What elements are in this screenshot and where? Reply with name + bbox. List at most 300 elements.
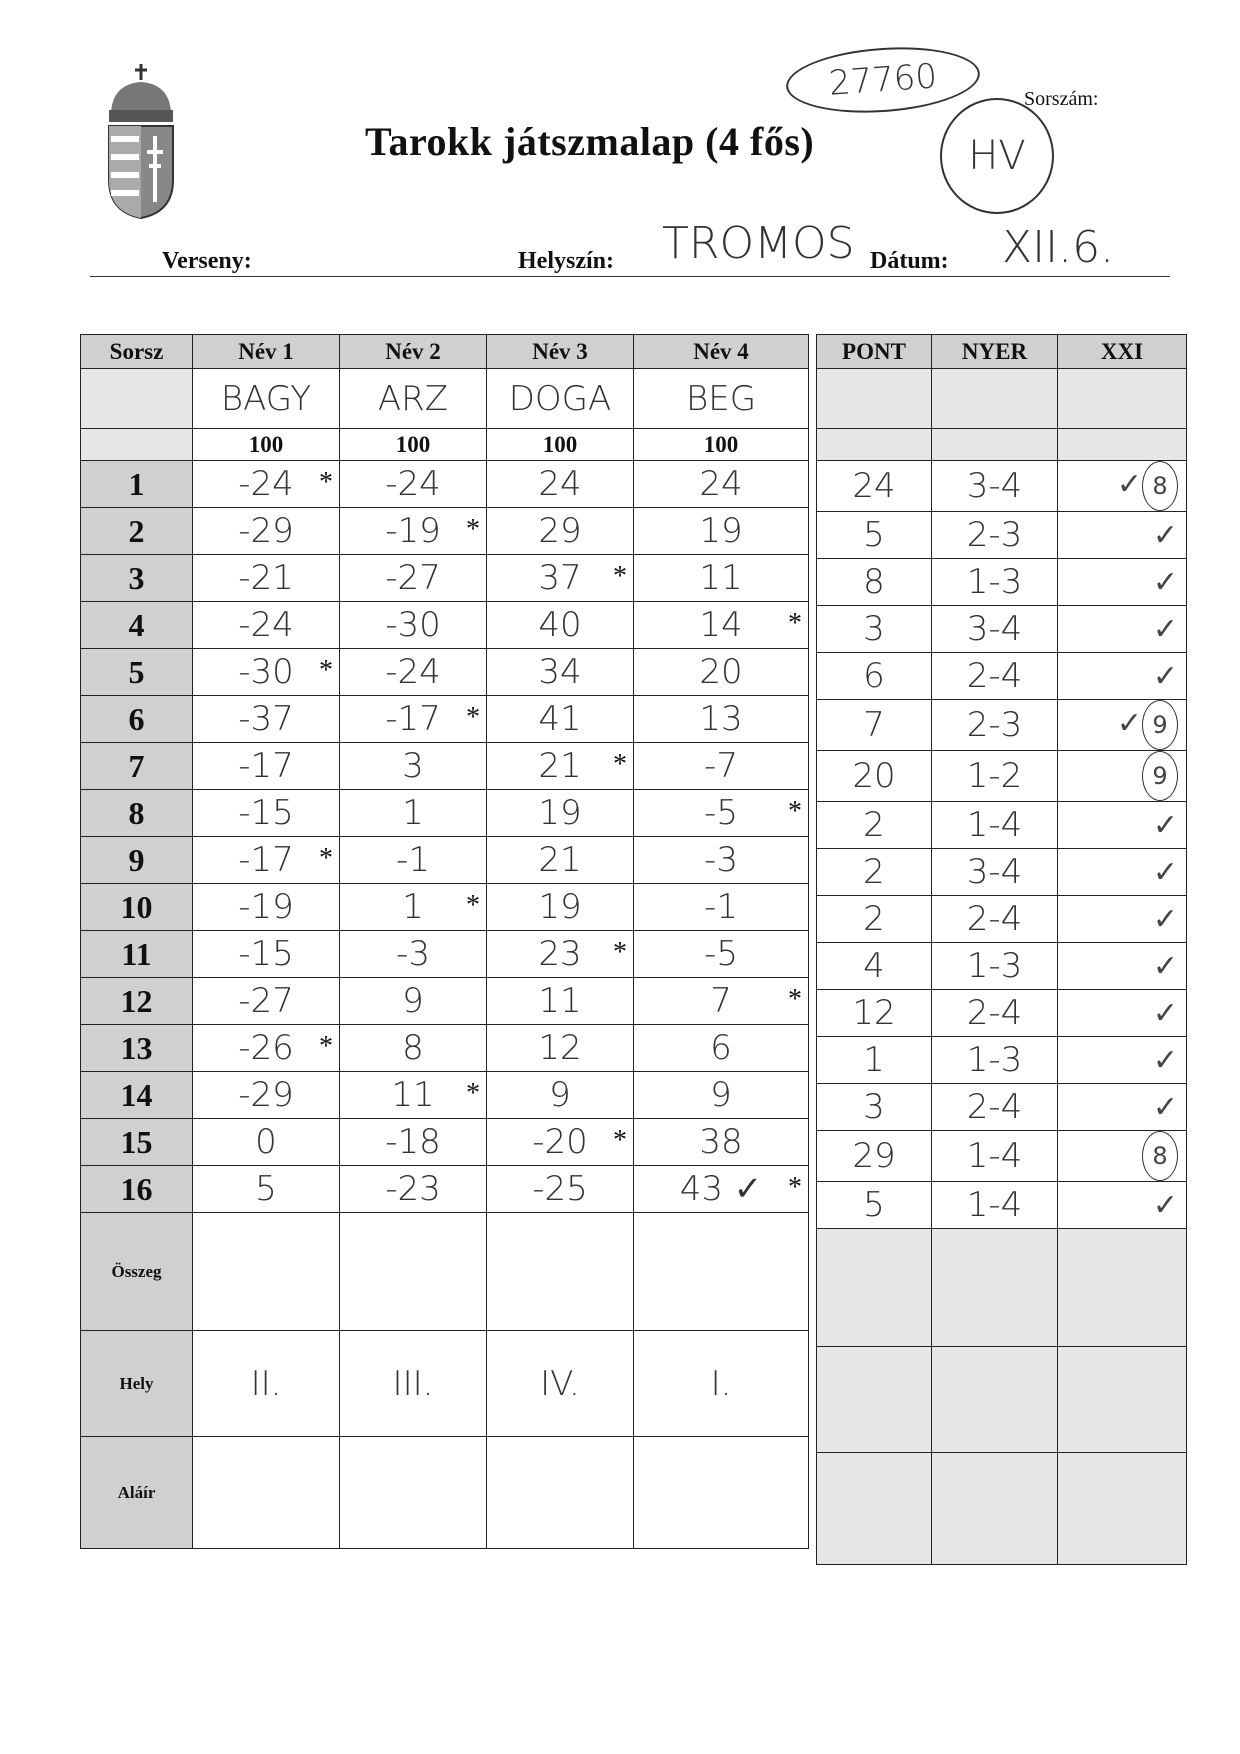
score-cell (193, 743, 340, 790)
score-value: 11 (391, 1075, 435, 1115)
place-value: II. (193, 1331, 340, 1437)
start-score-4: 100 (634, 429, 809, 461)
score-value: 20 (699, 652, 743, 692)
declarer-star: * (466, 1078, 480, 1109)
nyer-value: 2-4 (932, 1084, 1058, 1131)
score-cell (193, 1119, 340, 1166)
start-score-1: 100 (193, 429, 340, 461)
score-value: 19 (538, 793, 582, 833)
check-mark: ✓ (1116, 706, 1142, 741)
col-pont: PONT (817, 335, 932, 369)
start-score-row (81, 429, 809, 461)
check-mark: ✓ (1152, 611, 1178, 647)
score-value: -5 (704, 793, 738, 833)
col-name-1: Név 1 (193, 335, 340, 369)
score-value: -24 (385, 464, 441, 504)
score-cell (193, 1072, 340, 1119)
score-value: 24 (699, 464, 743, 504)
score-value: -17 (385, 699, 441, 739)
pont-value: 24 (817, 461, 932, 512)
pont-value: 12 (817, 990, 932, 1037)
round-row (81, 1166, 809, 1213)
player-2-name: ARZ (340, 369, 487, 429)
score-cell (193, 1166, 340, 1213)
circled-count: 8 (1142, 461, 1178, 511)
score-value: 0 (255, 1122, 277, 1162)
score-value: 6 (710, 1028, 732, 1068)
pont-value: 5 (817, 512, 932, 559)
score-cell (340, 649, 487, 696)
round-row (81, 461, 809, 508)
place-value: III. (340, 1331, 487, 1437)
score-cell (340, 508, 487, 555)
pont-value: 3 (817, 606, 932, 653)
score-value: 34 (538, 652, 582, 692)
round-number: 12 (81, 978, 193, 1025)
score-cell (340, 884, 487, 931)
score-cell (634, 884, 809, 931)
col-name-4: Név 4 (634, 335, 809, 369)
score-cell (193, 461, 340, 508)
score-cell (634, 837, 809, 884)
pont-value: 20 (817, 751, 932, 802)
score-value: 19 (699, 511, 743, 551)
score-value: 11 (699, 558, 743, 598)
osszeg-row-cell (340, 1213, 487, 1331)
hungarian-coat-of-arms-icon (105, 62, 177, 220)
xxi-cell (1058, 990, 1187, 1037)
blank-cell (1058, 1347, 1187, 1453)
score-value: 7 (710, 981, 732, 1021)
declarer-star: * (466, 890, 480, 921)
score-cell (487, 837, 634, 884)
score-cell (634, 508, 809, 555)
nyer-value: 3-4 (932, 849, 1058, 896)
score-cell (487, 790, 634, 837)
round-number: 15 (81, 1119, 193, 1166)
xxi-cell (1058, 802, 1187, 849)
score-value: -26 (238, 1028, 294, 1068)
score-value: 12 (538, 1028, 582, 1068)
score-value: -15 (238, 934, 294, 974)
score-value: -18 (385, 1122, 441, 1162)
round-number: 7 (81, 743, 193, 790)
place-value: I. (634, 1331, 809, 1437)
blank-cell (817, 1347, 932, 1453)
round-number: 13 (81, 1025, 193, 1072)
declarer-star: * (613, 937, 627, 968)
blank-cell (932, 1347, 1058, 1453)
check-mark: ✓ (1152, 564, 1178, 600)
check-mark: ✓ (1152, 1089, 1178, 1125)
declarer-star: * (466, 702, 480, 733)
declarer-star: * (319, 655, 333, 686)
score-value: -1 (396, 840, 430, 880)
col-name-2: Név 2 (340, 335, 487, 369)
score-cell (487, 931, 634, 978)
score-value: 9 (402, 981, 424, 1021)
table-code: HV (940, 98, 1054, 214)
round-number: 16 (81, 1166, 193, 1213)
xxi-cell (1058, 1037, 1187, 1084)
pont-value: 4 (817, 943, 932, 990)
check-mark: ✓ (1152, 658, 1178, 694)
start-score-2: 100 (340, 429, 487, 461)
col-nyer: NYER (932, 335, 1058, 369)
score-cell (340, 790, 487, 837)
score-value: -29 (238, 1075, 294, 1115)
score-cell (340, 555, 487, 602)
declarer-star: * (613, 561, 627, 592)
xxi-cell (1058, 700, 1187, 751)
score-cell (487, 508, 634, 555)
score-cell (634, 649, 809, 696)
score-value: 14 (699, 605, 743, 645)
score-cell (340, 696, 487, 743)
xxi-cell (1058, 751, 1187, 802)
score-cell (487, 555, 634, 602)
score-value: 37 (538, 558, 582, 598)
blank-cell (932, 1229, 1058, 1347)
check-mark: ✓ (1152, 901, 1178, 937)
col-sorsz: Sorsz (81, 335, 193, 369)
alair-row-label: Aláír (81, 1437, 193, 1549)
xxi-cell (1058, 1182, 1187, 1229)
result-row (817, 802, 1187, 849)
blank-cell (817, 369, 932, 429)
round-number: 10 (81, 884, 193, 931)
round-number: 1 (81, 461, 193, 508)
declarer-star: * (788, 796, 802, 827)
score-cell (340, 743, 487, 790)
nyer-value: 2-4 (932, 653, 1058, 700)
osszeg-row (81, 1213, 809, 1331)
score-value: 43 ✓ (679, 1169, 763, 1209)
round-number: 2 (81, 508, 193, 555)
osszeg-row-label: Összeg (81, 1213, 193, 1331)
header-row (81, 335, 809, 369)
check-mark: ✓ (1152, 1187, 1178, 1223)
blank-cell (932, 429, 1058, 461)
score-cell (634, 1072, 809, 1119)
round-number: 6 (81, 696, 193, 743)
nyer-value: 2-4 (932, 896, 1058, 943)
nyer-value: 1-2 (932, 751, 1058, 802)
blank-cell (1058, 369, 1187, 429)
score-cell (634, 696, 809, 743)
blank-cell (817, 1453, 932, 1565)
round-number: 4 (81, 602, 193, 649)
check-mark: ✓ (1152, 995, 1178, 1031)
pont-value: 29 (817, 1131, 932, 1182)
score-value: 24 (538, 464, 582, 504)
score-value: -25 (532, 1169, 588, 1209)
blank-cell (81, 369, 193, 429)
round-row (81, 1025, 809, 1072)
score-value: 40 (538, 605, 582, 645)
score-value: 1 (402, 793, 424, 833)
score-cell (634, 978, 809, 1025)
osszeg-row-cell (487, 1213, 634, 1331)
score-cell (487, 1072, 634, 1119)
score-value: 13 (699, 699, 743, 739)
round-number: 3 (81, 555, 193, 602)
score-value: 11 (538, 981, 582, 1021)
score-value: -1 (704, 887, 738, 927)
col-name-3: Név 3 (487, 335, 634, 369)
score-cell (340, 931, 487, 978)
circled-count: 9 (1142, 700, 1178, 750)
helyszin-value: TROMOS (662, 218, 855, 269)
blank-cell (81, 429, 193, 461)
score-value: -29 (238, 511, 294, 551)
score-value: -15 (238, 793, 294, 833)
score-cell (487, 649, 634, 696)
score-cell (487, 1119, 634, 1166)
round-row (81, 602, 809, 649)
check-mark: ✓ (1152, 807, 1178, 843)
blank-cell (1058, 429, 1187, 461)
score-cell (634, 1119, 809, 1166)
alair-row-right (817, 1453, 1187, 1565)
nyer-value: 1-3 (932, 559, 1058, 606)
nyer-value: 1-3 (932, 1037, 1058, 1084)
pont-value: 8 (817, 559, 932, 606)
result-row (817, 512, 1187, 559)
score-cell (634, 931, 809, 978)
osszeg-row-right (817, 1229, 1187, 1347)
declarer-star: * (319, 1031, 333, 1062)
score-cell (487, 884, 634, 931)
score-cell (340, 1119, 487, 1166)
declarer-star: * (788, 608, 802, 639)
alair-row-cell (634, 1437, 809, 1549)
result-table (816, 334, 1187, 1565)
round-row (81, 649, 809, 696)
nyer-value: 3-4 (932, 461, 1058, 512)
blank-cell (817, 429, 932, 461)
result-row (817, 896, 1187, 943)
score-cell (634, 602, 809, 649)
col-xxi: XXI (1058, 335, 1187, 369)
round-number: 11 (81, 931, 193, 978)
nyer-value: 2-4 (932, 990, 1058, 1037)
score-cell (193, 508, 340, 555)
score-cell (634, 1166, 809, 1213)
check-mark: ✓ (1152, 1042, 1178, 1078)
round-number: 14 (81, 1072, 193, 1119)
alair-row (81, 1437, 809, 1549)
result-row (817, 461, 1187, 512)
score-cell (193, 1025, 340, 1072)
score-cell (340, 1166, 487, 1213)
score-value: 41 (538, 699, 582, 739)
result-row (817, 751, 1187, 802)
result-row (817, 1182, 1187, 1229)
round-row (81, 837, 809, 884)
score-value: -23 (385, 1169, 441, 1209)
score-cell (193, 978, 340, 1025)
score-value: -24 (385, 652, 441, 692)
xxi-cell (1058, 1131, 1187, 1182)
score-cell (634, 743, 809, 790)
score-cell (487, 1166, 634, 1213)
pont-value: 7 (817, 700, 932, 751)
result-row (817, 1131, 1187, 1182)
pont-value: 5 (817, 1182, 932, 1229)
blank-cell (932, 369, 1058, 429)
blank-cell (1058, 1453, 1187, 1565)
page-title: Tarokk játszmalap (4 fős) (365, 119, 815, 164)
player-1-name: BAGY (193, 369, 340, 429)
score-cell (340, 602, 487, 649)
round-row (81, 1119, 809, 1166)
score-value: -24 (238, 464, 294, 504)
pont-value: 6 (817, 653, 932, 700)
check-mark: ✓ (1152, 948, 1178, 984)
round-number: 5 (81, 649, 193, 696)
circled-count: 8 (1142, 1131, 1178, 1181)
pont-value: 2 (817, 802, 932, 849)
start-score-3: 100 (487, 429, 634, 461)
result-row (817, 606, 1187, 653)
score-value: 8 (402, 1028, 424, 1068)
round-number: 9 (81, 837, 193, 884)
xxi-cell (1058, 512, 1187, 559)
blank-cell (932, 1453, 1058, 1565)
score-cell (193, 790, 340, 837)
score-value: -3 (704, 840, 738, 880)
helyszin-label: Helyszín: (518, 248, 614, 274)
pont-value: 3 (817, 1084, 932, 1131)
round-row (81, 508, 809, 555)
verseny-label: Verseny: (162, 248, 252, 274)
sheet-number: 27760 (784, 41, 982, 118)
blank-cell (1058, 1229, 1187, 1347)
circled-count: 9 (1142, 751, 1178, 801)
score-cell (193, 602, 340, 649)
pont-value: 2 (817, 849, 932, 896)
score-cell (193, 649, 340, 696)
osszeg-row-cell (634, 1213, 809, 1331)
result-header-row (817, 335, 1187, 369)
round-row (81, 555, 809, 602)
round-row (81, 790, 809, 837)
score-value: -37 (238, 699, 294, 739)
score-cell (634, 461, 809, 508)
score-value: 21 (538, 840, 582, 880)
hely-row-label: Hely (81, 1331, 193, 1437)
xxi-cell (1058, 559, 1187, 606)
round-row (81, 1072, 809, 1119)
score-cell (193, 884, 340, 931)
player-4-name: BEG (634, 369, 809, 429)
xxi-cell (1058, 849, 1187, 896)
declarer-star: * (788, 1172, 802, 1203)
score-cell (487, 461, 634, 508)
score-cell (193, 837, 340, 884)
score-cell (634, 790, 809, 837)
score-cell (487, 602, 634, 649)
score-cell (487, 743, 634, 790)
xxi-cell (1058, 606, 1187, 653)
score-cell (340, 837, 487, 884)
score-value: -20 (532, 1122, 588, 1162)
score-value: -19 (385, 511, 441, 551)
score-cell (340, 461, 487, 508)
score-value: 38 (699, 1122, 743, 1162)
nyer-value: 1-3 (932, 943, 1058, 990)
xxi-cell (1058, 943, 1187, 990)
result-row (817, 653, 1187, 700)
pont-value: 2 (817, 896, 932, 943)
result-row (817, 700, 1187, 751)
alair-row-cell (193, 1437, 340, 1549)
alair-row-cell (340, 1437, 487, 1549)
score-value: -19 (238, 887, 294, 927)
score-value: 3 (402, 746, 424, 786)
pont-value: 1 (817, 1037, 932, 1084)
header-rule (90, 276, 1170, 277)
nyer-value: 1-4 (932, 802, 1058, 849)
score-value: 29 (538, 511, 582, 551)
check-mark: ✓ (1152, 854, 1178, 890)
declarer-star: * (319, 467, 333, 498)
round-row (81, 931, 809, 978)
nyer-value: 1-4 (932, 1131, 1058, 1182)
round-row (81, 978, 809, 1025)
hely-row-right (817, 1347, 1187, 1453)
datum-label: Dátum: (870, 248, 949, 274)
score-value: -21 (238, 558, 294, 598)
score-value: 21 (538, 746, 582, 786)
place-value: IV. (487, 1331, 634, 1437)
score-cell (340, 978, 487, 1025)
nyer-value: 2-3 (932, 700, 1058, 751)
score-value: 23 (538, 934, 582, 974)
result-row (817, 559, 1187, 606)
player-3-name: DOGA (487, 369, 634, 429)
datum-value: XII.6. (1002, 222, 1115, 273)
round-row (81, 696, 809, 743)
score-cell (340, 1072, 487, 1119)
score-value: 1 (402, 887, 424, 927)
result-row (817, 849, 1187, 896)
declarer-star: * (613, 1125, 627, 1156)
hely-row (81, 1331, 809, 1437)
declarer-star: * (466, 514, 480, 545)
xxi-cell (1058, 1084, 1187, 1131)
result-row (817, 1084, 1187, 1131)
score-value: -17 (238, 840, 294, 880)
score-value: -17 (238, 746, 294, 786)
player-names-row (81, 369, 809, 429)
score-cell (487, 1025, 634, 1072)
score-cell (487, 978, 634, 1025)
score-value: -30 (238, 652, 294, 692)
sorszam-label: Sorszám: (1024, 88, 1099, 110)
score-cell (487, 696, 634, 743)
score-cell (634, 1025, 809, 1072)
score-value: -5 (704, 934, 738, 974)
nyer-value: 3-4 (932, 606, 1058, 653)
round-number: 8 (81, 790, 193, 837)
osszeg-row-cell (193, 1213, 340, 1331)
score-value: 9 (710, 1075, 732, 1115)
score-cell (193, 696, 340, 743)
nyer-value: 1-4 (932, 1182, 1058, 1229)
result-row (817, 1037, 1187, 1084)
